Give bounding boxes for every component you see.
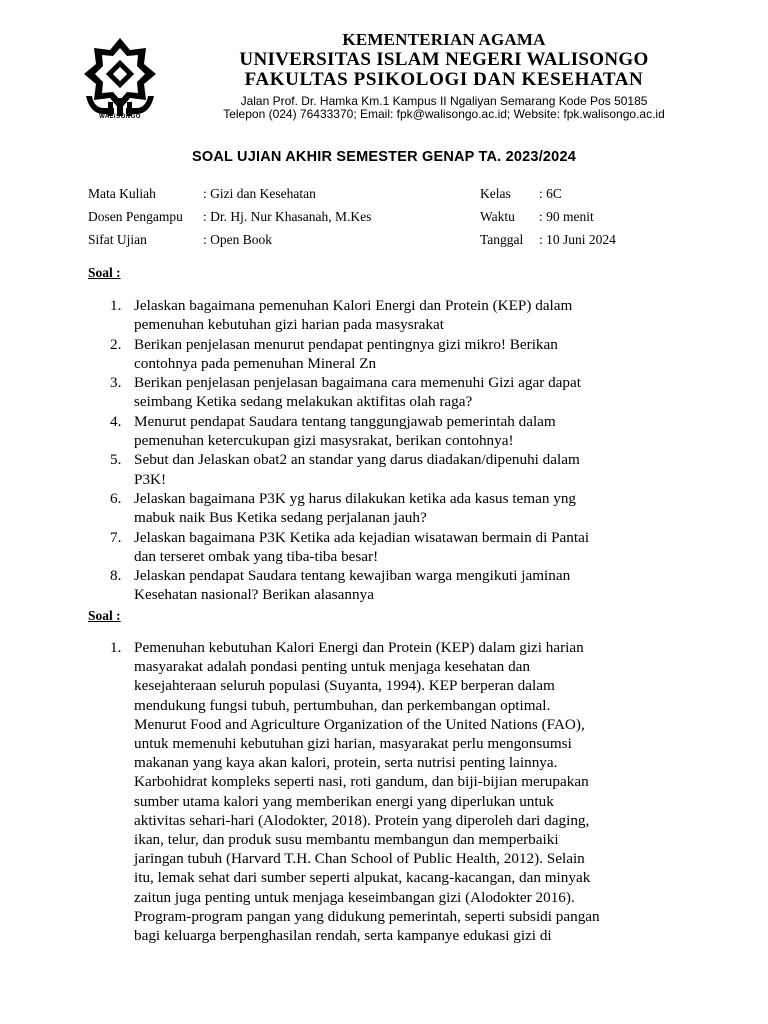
- info-label: Dosen Pengampu: [88, 209, 183, 224]
- question-item: [88, 528, 688, 567]
- address-line: Jalan Prof. Dr. Hamka Km.1 Kampus II Ngaliyan Semarang Kode Pos 50185: [240, 94, 648, 108]
- question-item: [88, 373, 688, 412]
- info-label: Sifat Ujian: [88, 232, 147, 247]
- question-list: [88, 296, 688, 605]
- answer-text-line: jaringan tubuh (Harvard T.H. Chan School of Public Health, 2012). Selain: [134, 850, 585, 868]
- question-item: [88, 412, 688, 451]
- exam-title: SOAL UJIAN AKHIR SEMESTER GENAP TA. 2023/2024: [192, 149, 576, 165]
- info-row: [480, 182, 616, 205]
- answer-text-line: ikan, telur, dan produk susu membantu membangun dan memperbaiki: [134, 831, 559, 849]
- question-item: [88, 566, 688, 605]
- info-label: Mata Kuliah: [88, 186, 156, 201]
- question-text-line: seimbang Ketika sedang melakukan aktifitas olah raga?: [134, 393, 473, 411]
- walisongo-logo-icon: [80, 36, 160, 124]
- info-row: [480, 228, 616, 251]
- question-number: 8.: [110, 567, 122, 585]
- question-text-line: contohnya pada pemenuhan Mineral Zn: [134, 354, 377, 372]
- answer-text-line: kesejahteraan seluruh populasi (Suyanta, 1994). KEP berperan dalam: [134, 677, 555, 695]
- question-number: 1.: [110, 297, 122, 314]
- answer-text-line: Pemenuhan kebutuhan Kalori Energi dan Protein (KEP) dalam gizi harian: [134, 639, 584, 656]
- exam-info-right: [480, 182, 616, 251]
- answer-text-line: Karbohidrat kompleks seperti nasi, roti gandum, dan biji-bijian merupakan: [134, 773, 589, 791]
- answer-number: 1.: [110, 639, 122, 656]
- question-item: [88, 450, 688, 489]
- info-value: : 90 menit: [539, 209, 594, 224]
- question-text-line: Berikan penjelasan penjelasan bagaimana cara memenuhi Gizi agar dapat: [134, 374, 581, 392]
- question-text-line: Jelaskan pendapat Saudara tentang kewajiban warga mengikuti jaminan: [134, 567, 571, 585]
- info-value: : Open Book: [203, 232, 272, 247]
- question-text-line: mabuk naik Bus Ketika sedang perjalanan jauh?: [134, 509, 427, 527]
- info-label: Waktu: [480, 209, 515, 224]
- question-number: 6.: [110, 489, 122, 507]
- answer-item: [88, 638, 688, 945]
- answer-text-line: masyarakat adalah pondasi penting untuk menjaga kesehatan dan: [134, 658, 531, 676]
- info-value: : Dr. Hj. Nur Khasanah, M.Kes: [203, 209, 372, 224]
- question-text-line: pemenuhan ketercukupan gizi masysrakat, berikan contohnya!: [134, 432, 514, 450]
- answer-text-line: itu, lemak sehat dari sumber seperti alpukat, kacang-kacangan, dan minyak: [134, 869, 591, 887]
- question-number: 3.: [110, 374, 122, 392]
- answer-text-line: bagi keluarga berpenghasilan rendah, serta kampanye edukasi gizi di: [134, 927, 552, 945]
- info-row: [88, 182, 371, 205]
- answers-heading: Soal :: [88, 608, 121, 623]
- answer-text-line: aktivitas sehari-hari (Alodokter, 2018). Protein yang diperoleh dari daging,: [134, 811, 590, 829]
- exam-info-left: [88, 182, 371, 251]
- info-value: : 6C: [539, 186, 562, 201]
- answer-text-line: Menurut Food and Agriculture Organization of the United Nations (FAO),: [134, 715, 585, 733]
- question-item: [88, 296, 688, 335]
- answer-text-line: sumber utama kalori yang memberikan energi yang diperlukan untuk: [134, 792, 554, 810]
- answer-text-line: untuk memenuhi kebutuhan gizi harian, masyarakat perlu mengonsumsi: [134, 735, 572, 753]
- question-item: [88, 489, 688, 528]
- answer-text-line: makanan yang kaya akan kalori, protein, serta nutrisi penting lainnya.: [134, 754, 558, 772]
- info-value: : 10 Juni 2024: [539, 232, 616, 247]
- university-heading: UNIVERSITAS ISLAM NEGERI WALISONGO: [239, 49, 649, 70]
- question-text-line: Kesehatan nasional? Berikan alasannya: [134, 586, 374, 604]
- question-text-line: Menurut pendapat Saudara tentang tanggungjawab pemerintah dalam: [134, 412, 556, 430]
- info-value: : Gizi dan Kesehatan: [203, 186, 316, 201]
- ministry-heading: KEMENTERIAN AGAMA: [342, 30, 546, 49]
- questions-heading: Soal :: [88, 265, 121, 280]
- question-text-line: Berikan penjelasan menurut pendapat pentingnya gizi mikro! Berikan: [134, 335, 558, 353]
- info-row: [88, 205, 371, 228]
- question-text-line: Jelaskan bagaimana P3K yg harus dilakukan ketika ada kasus teman yng: [134, 489, 577, 507]
- question-number: 4.: [110, 412, 122, 430]
- answer-text-line: Program-program pangan yang didukung pemerintah, seperti subsidi pangan: [134, 907, 600, 925]
- question-text-line: Jelaskan bagaimana pemenuhan Kalori Energi dan Protein (KEP) dalam: [134, 297, 573, 314]
- info-row: [88, 228, 371, 251]
- logo-text: WALISONGO: [99, 114, 141, 120]
- question-text-line: Sebut dan Jelaskan obat2 an standar yang darus diadakan/dipenuhi dalam: [134, 451, 580, 469]
- question-text-line: P3K!: [134, 470, 167, 488]
- question-text-line: dan terseret ombak yang tiba-tiba besar!: [134, 547, 379, 565]
- contact-line: Telepon (024) 76433370; Email: fpk@walisongo.ac.id; Website: fpk.walisongo.ac.id: [223, 107, 665, 121]
- answer-text-line: zaitun juga penting untuk menjaga keseimbangan gizi (Alodokter 2016).: [134, 888, 575, 906]
- info-label: Kelas: [480, 186, 511, 201]
- question-text-line: pemenuhan kebutuhan gizi harian pada masysrakat: [134, 316, 444, 334]
- question-number: 7.: [110, 528, 122, 546]
- answer-text-line: mendukung fungsi tubuh, pertumbuhan, dan perkembangan optimal.: [134, 696, 551, 714]
- question-text-line: Jelaskan bagaimana P3K Ketika ada kejadian wisatawan bermain di Pantai: [134, 528, 590, 546]
- answer-text: [134, 638, 688, 945]
- question-number: 5.: [110, 451, 122, 469]
- question-number: 2.: [110, 335, 122, 353]
- info-row: [480, 205, 616, 228]
- info-label: Tanggal: [480, 232, 524, 247]
- question-item: [88, 335, 688, 374]
- faculty-heading: FAKULTAS PSIKOLOGI DAN KESEHATAN: [244, 69, 644, 90]
